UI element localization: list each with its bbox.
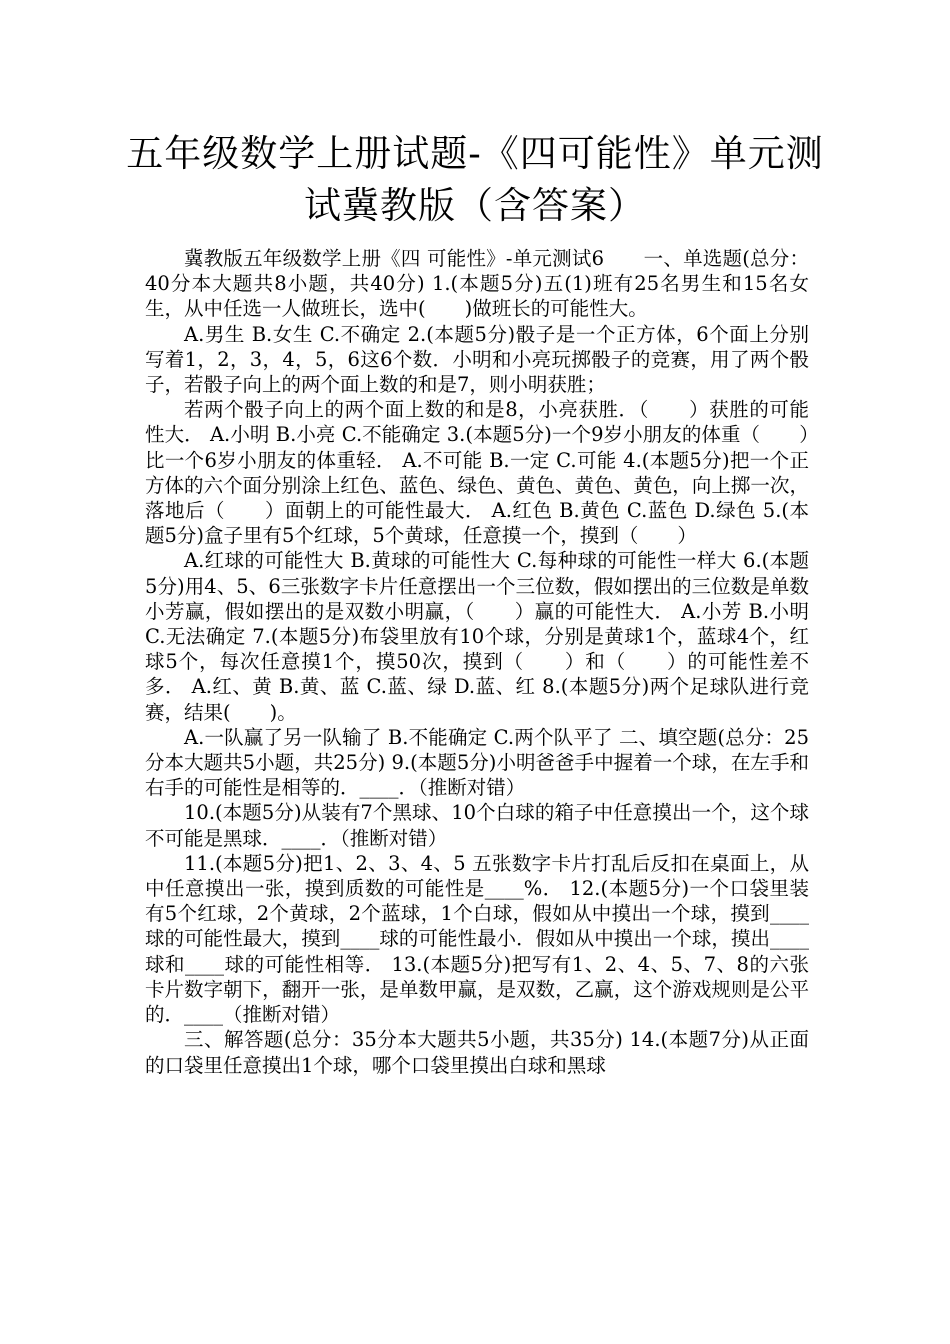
paragraph: 11.(本题5分)把1、2、3、4、5 五张数字卡片打乱后反扣在桌面上，从中任意摸出一张，摸到质数的可能性是____%． 12.(本题5分)一个口袋里装有5个红球，2个黄球，2个蓝球，1个白球，假如从中摸出一个球，摸到____球的可能性最大，摸到____球的可能性最小．假如从中摸出一个球，摸出____球和____球的可能性相等． 13.(本题5分)把写有1、2、4、5、7、8的六张卡片数字朝下，翻开一张，是单数甲赢，是双数，乙赢，这个游戏规则是公平的．____（推断对错） xyxy=(145,851,809,1027)
document-body xyxy=(145,246,809,1078)
paragraph: A.红球的可能性大 B.黄球的可能性大 C.每种球的可能性一样大 6.(本题5分)用4、5、6三张数字卡片任意摆出一个三位数，假如摆出的三位数是单数小芳赢，假如摆出的是双数小明赢，（ ）赢的可能性大． A.小芳 B.小明 C.无法确定 7.(本题5分)布袋里放有10个球，分别是黄球1个，蓝球4个，红球5个，每次任意摸1个，摸50次，摸到（ ）和（ ）的可能性差不多． A.红、黄 B.黄、蓝 C.蓝、绿 D.蓝、红 8.(本题5分)两个足球队进行竞赛，结果( )。 xyxy=(145,549,809,724)
title-line-1: 五年级数学上册试题-《四可能性》单元测 xyxy=(126,132,824,175)
paragraph: 三、解答题(总分：35分本大题共5小题，共35分) 14.(本题7分)从正面的口袋里任意摸出1个球，哪个口袋里摸出白球和黑球 xyxy=(145,1028,809,1077)
paragraph: A.男生 B.女生 C.不确定 2.(本题5分)骰子是一个正方体，6个面上分别写着1，2，3，4，5，6这6个数．小明和小亮玩掷骰子的竞赛，用了两个骰子，若骰子向上的两个面上数的和是7，则小明获胜； xyxy=(145,322,809,397)
document-title xyxy=(110,128,840,232)
paragraph: A.一队赢了另一队输了 B.不能确定 C.两个队平了 二、填空题(总分：25分本大题共5小题，共25分) 9.(本题5分)小明爸爸手中握着一个球，在左手和右手的可能性是相等的．____．（推断对错） xyxy=(145,725,809,800)
paragraph: 若两个骰子向上的两个面上数的和是8，小亮获胜．（ ）获胜的可能性大． A.小明 B.小亮 C.不能确定 3.(本题5分)一个9岁小朋友的体重（ ）比一个6岁小朋友的体重轻． A.不可能 B.一定 C.可能 4.(本题5分)把一个正方体的六个面分别涂上红色、蓝色、绿色、黄色、黄色、黄色，向上掷一次，落地后（ ）面朝上的可能性最大． A.红色 B.黄色 C.蓝色 D.绿色 5.(本题5分)盒子里有5个红球，5个黄球，任意摸一个，摸到（ ） xyxy=(145,398,809,548)
paragraph: 10.(本题5分)从装有7个黑球、10个白球的箱子中任意摸出一个，这个球不可能是黑球．____．（推断对错） xyxy=(145,801,809,850)
title-line-2: 试冀教版（含答案） xyxy=(304,184,646,227)
paragraph: 冀教版五年级数学上册《四 可能性》-单元测试6 一、单选题(总分：40分本大题共8小题，共40分) 1.(本题5分)五(1)班有25名男生和15名女生，从中任选一人做班长，选中( )做班长的可能性大。 xyxy=(145,247,809,321)
